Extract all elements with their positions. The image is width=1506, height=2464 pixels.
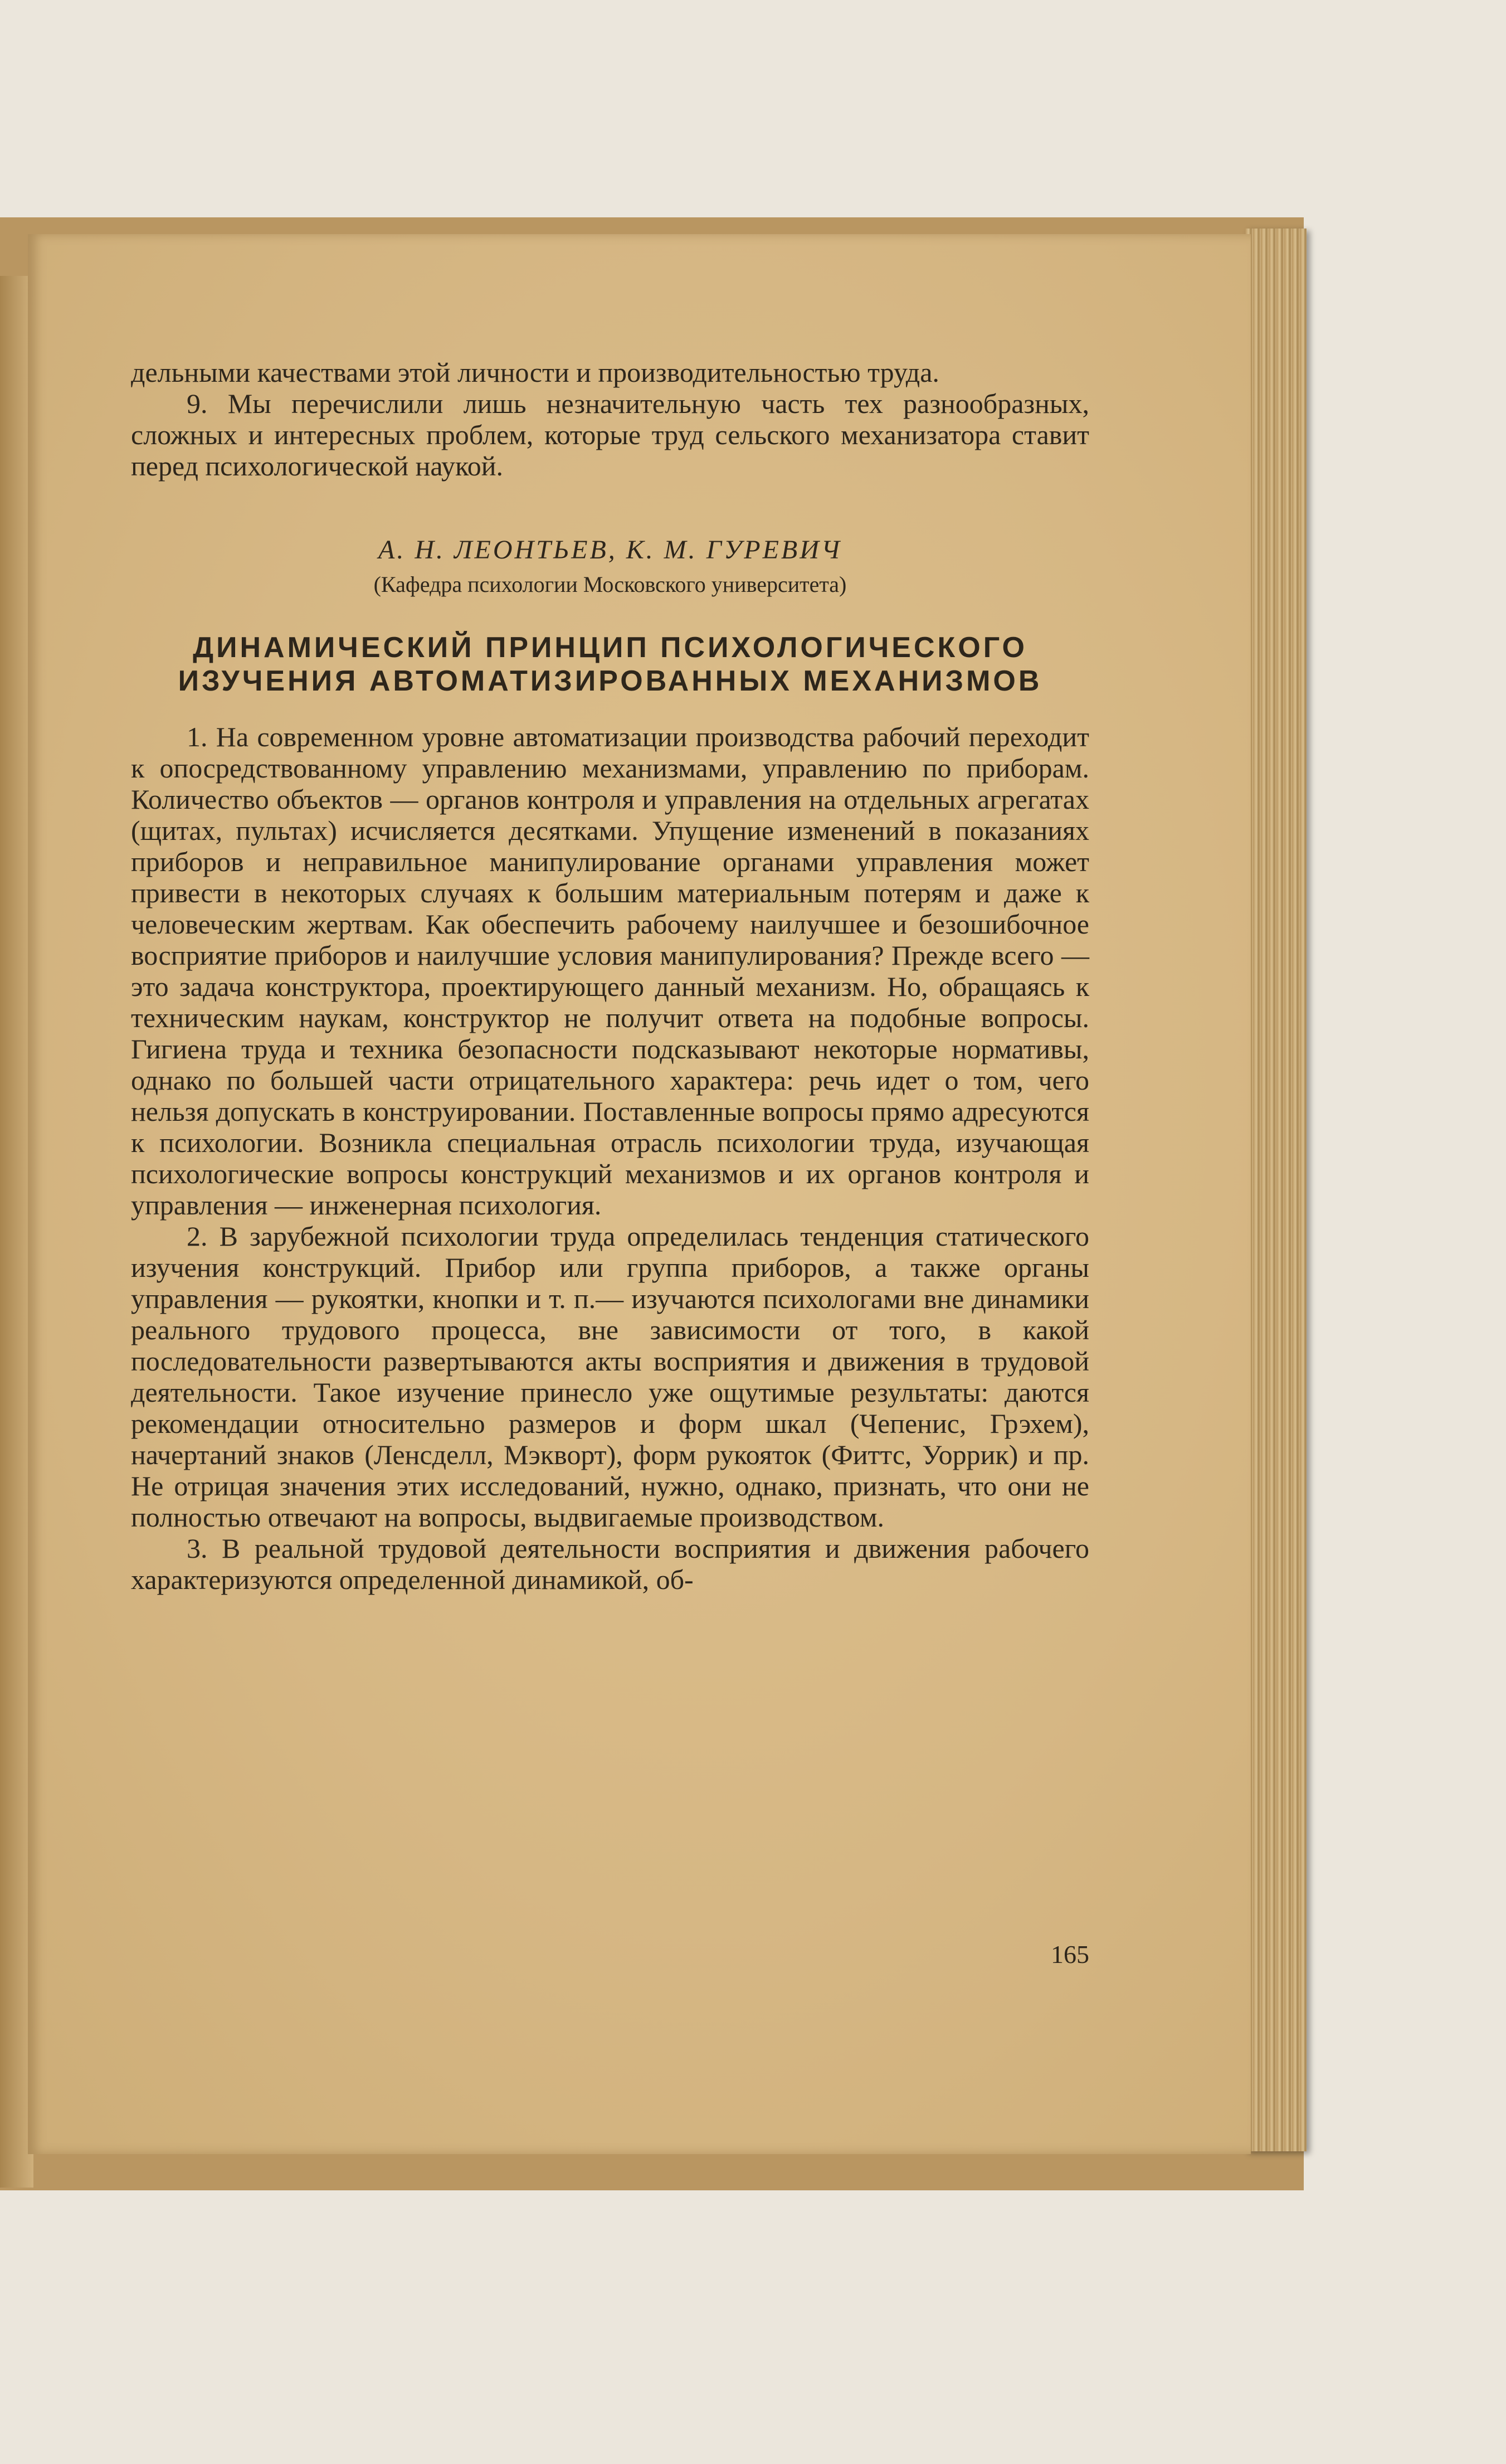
article-authors: А. Н. ЛЕОНТЬЕВ, К. М. ГУРЕВИЧ bbox=[378, 535, 842, 565]
paragraph-2: 2. В зарубежной психологии труда определилась тенденция статического изучения конструкций. Прибор или группа приборов, а также органы управления — рукоятки, кнопки и т. п.— изучаются психологами вне динамики реального трудового процесса, вне зависимости от того, в какой последовательности развертываются акты восприятия и движения в трудовой деятельности. Такое изучение принесло уже ощутимые результаты: даются рекомендации относительно размеров и форм шкал (Чепенис, Грэхем), начертаний знаков (Ленсделл, Мэкворт), форм рукояток (Фиттс, Уоррик) и пр. Не отрицая значения этих исследований, нужно, однако, признать, что они не полностью отвечают на вопросы, выдвигаемые производством. bbox=[131, 1221, 1089, 1533]
page-text bbox=[131, 357, 1089, 1595]
paragraph-9: 9. Мы перечислили лишь незначительную часть тех разнообразных, сложных и интересных проблем, которые труд сельского механизатора ставит перед психологической наукой. bbox=[131, 388, 1089, 482]
paragraph-1: 1. На современном уровне автоматизации производства рабочий переходит к опосредствованному управлению механизмами, управлению по приборам. Количество объектов — органов контроля и управления на отдельных агрегатах (щитах, пультах) исчисляется десятками. Упущение изменений в показаниях приборов и неправильное манипулирование органами управления может привести в некоторых случаях к большим материальным потерям и даже к человеческим жертвам. Как обеспечить рабочему наилучшее и безошибочное восприятие приборов и наилучшие условия манипулирования? Прежде всего — это задача конструктора, проектирующего данный механизм. Но, обращаясь к техническим наукам, конструктор не получит ответа на подобные вопросы. Гигиена труда и техника безопасности подсказывают некоторые нормативы, однако по большей части отрицательного характера: речь идет о том, чего нельзя допускать в конструировании. Поставленные вопросы прямо адресуются к психологии. Возникла специальная отрасль психологии труда, изучающая психологические вопросы конструкций механизмов и их органов контроля и управления — инженерная психология. bbox=[131, 721, 1089, 1221]
page-number: 165 bbox=[1051, 1940, 1089, 1969]
carryover-text: дельными качествами этой личности и производительностью труда. bbox=[131, 357, 939, 388]
paragraph-3: 3. В реальной трудовой деятельности восприятия и движения рабочего характеризуются определенной динамикой, об- bbox=[131, 1533, 1089, 1595]
page-edges bbox=[1245, 229, 1307, 2151]
article-affiliation: (Кафедра психологии Московского университета) bbox=[373, 572, 847, 597]
article-title: ДИНАМИЧЕСКИЙ ПРИНЦИП ПСИХОЛОГИЧЕСКОГО ИЗУЧЕНИЯ АВТОМАТИЗИРОВАННЫХ МЕХАНИЗМОВ bbox=[178, 631, 1042, 697]
